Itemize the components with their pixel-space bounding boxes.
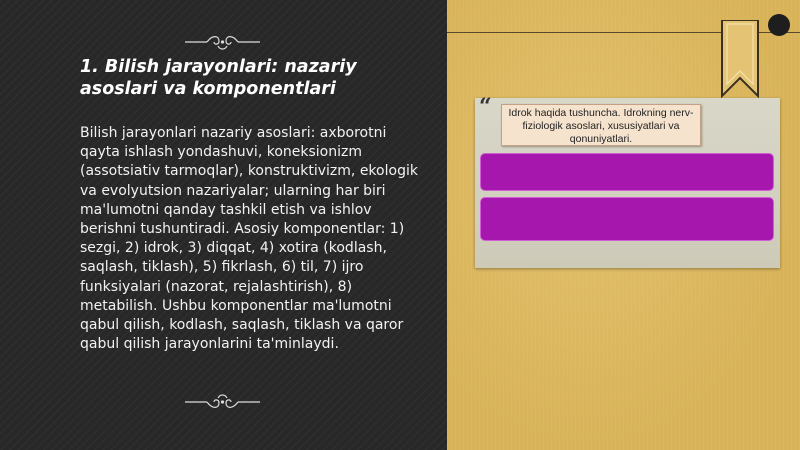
bookmark-icon: [720, 20, 760, 98]
corner-circle: [768, 14, 790, 36]
quote-mark-icon: “: [479, 94, 492, 120]
ornament-top-icon: [185, 32, 260, 52]
thumbnail-title: Idrok haqida tushuncha. Idrokning nerv-fiziologik asoslari, xususiyatlari va qonuniyatlari.: [501, 104, 701, 146]
slide-title: 1. Bilish jarayonlari: nazariy asoslari va komponentlari: [80, 57, 357, 99]
thumbnail-text-box: [480, 197, 774, 241]
thumbnail-text-box: [480, 153, 774, 191]
slide-body-text: Bilish jarayonlari nazariy asoslari: axborotni qayta ishlash yondashuvi, koneksionizm (assotsiativ tarmoqlar), konstruktivizm, ekologik va evolyutsion nazariyalar; ularning har biri ma'lumotni qanday tashkil etish va ishlov berishni tushuntiradi. Asosiy komponentlar: 1) sezgi, 2) idrok, 3) diqqat, 4) xotira (kodlash, saqlash, tiklash), 5) fikrlash, 6) til, 7) ijro funksiyalari (nazorat, rejalashtirish), 8) metabilish. Ushbu komponentlar ma'lumotni qabul qilish, kodlash, saqlash, tiklash va qaror qabul qilish jarayonlarini ta'minlaydi.: [80, 125, 418, 353]
ornament-bottom-icon: [185, 392, 260, 412]
